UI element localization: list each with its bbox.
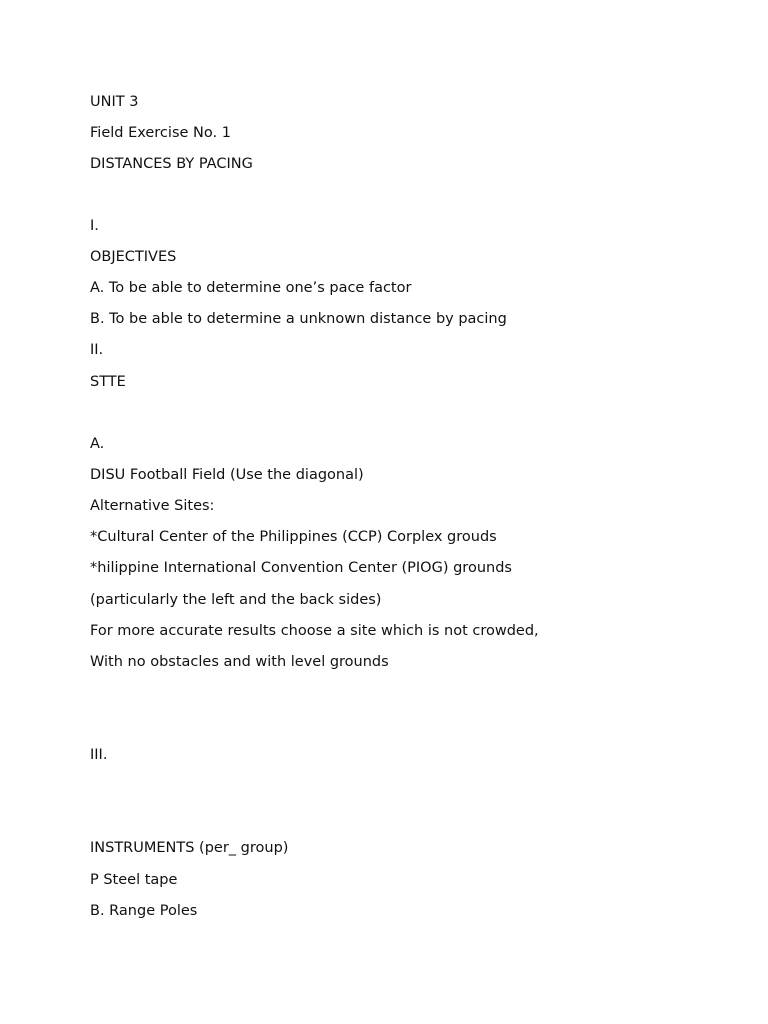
- section-heading-site: STTE: [90, 374, 126, 390]
- alt-sites-heading: Alternative Sites:: [90, 498, 215, 514]
- alt-site-item: *Cultural Center of the Philippines (CCP) Corplex grouds: [90, 529, 497, 545]
- section-heading-objectives: OBJECTIVES: [90, 249, 177, 265]
- section-heading-instruments: INSTRUMENTS (per_ group): [90, 840, 289, 856]
- objective-item: B. To be able to determine a unknown distance by pacing: [90, 311, 507, 327]
- exercise-label: Field Exercise No. 1: [90, 125, 231, 141]
- objective-item: A. To be able to determine one’s pace factor: [90, 280, 412, 296]
- instrument-item: P Steel tape: [90, 872, 178, 888]
- section-numeral-3: III.: [90, 747, 108, 763]
- site-text: DISU Football Field (Use the diagonal): [90, 467, 364, 483]
- note-text: With no obstacles and with level grounds: [90, 654, 389, 670]
- note-text: For more accurate results choose a site which is not crowded,: [90, 623, 539, 639]
- alt-site-item: (particularly the left and the back sides): [90, 592, 382, 608]
- sub-label: A.: [90, 436, 105, 452]
- alt-site-item: *hilippine International Convention Center (PIOG) grounds: [90, 560, 512, 576]
- unit-label: UNIT 3: [90, 94, 139, 110]
- section-numeral-2: II.: [90, 342, 104, 358]
- document-title: DISTANCES BY PACING: [90, 156, 253, 172]
- instrument-item: B. Range Poles: [90, 903, 198, 919]
- section-numeral-1: I.: [90, 218, 99, 234]
